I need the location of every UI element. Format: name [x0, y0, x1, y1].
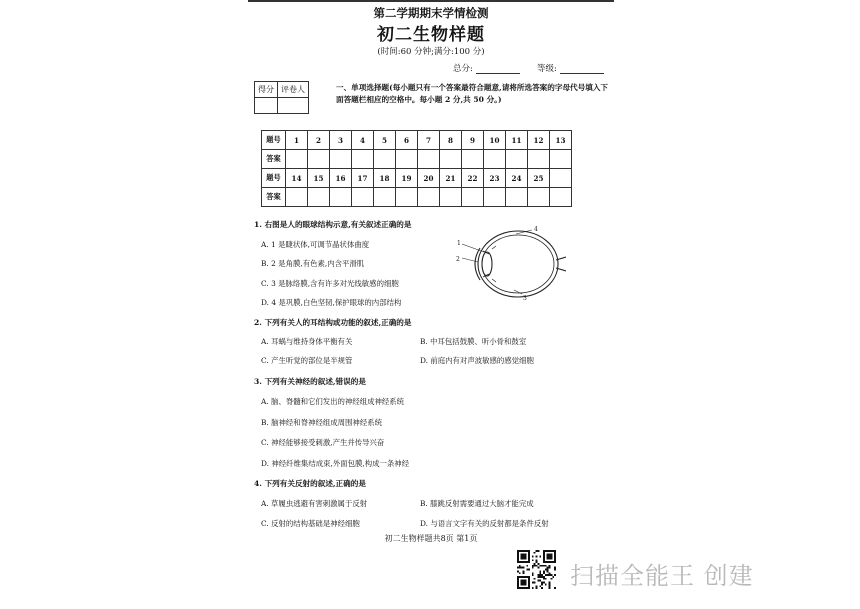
scanner-watermark: 扫描全能王 创建 [570, 562, 754, 590]
answer-cell[interactable] [352, 150, 374, 169]
answer-cell[interactable] [506, 188, 528, 207]
question-number-cell: 1 [286, 131, 308, 150]
q3-option-c: C. 神经能够接受刺激,产生并传导兴奋 [261, 438, 385, 447]
question-4-stem: 4. 下列有关反射的叙述,正确的是 [254, 479, 366, 488]
q2-option-d: D. 前庭内有对声波敏感的感觉细胞 [420, 356, 534, 365]
question-2-stem: 2. 下列有关人的耳结构或功能的叙述,正确的是 [254, 318, 412, 327]
answer-cell[interactable] [528, 188, 550, 207]
label-4: 4 [534, 226, 538, 233]
answer-cell[interactable] [506, 150, 528, 169]
empty-cell [550, 169, 572, 188]
label-3: 3 [523, 295, 527, 302]
q2-option-c: C. 产生听觉的部位是半规管 [261, 356, 353, 365]
row-label-answer: 答案 [262, 188, 286, 207]
answer-cell[interactable] [484, 188, 506, 207]
grader-cell-label: 评卷人 [278, 82, 309, 98]
question-number-cell: 21 [440, 169, 462, 188]
answer-cell[interactable] [484, 150, 506, 169]
eyeball-inner-layer [482, 235, 554, 293]
q3-option-b: B. 脑神经和脊神经组成周围神经系统 [261, 418, 382, 427]
page-title: 初二生物样题 [377, 25, 485, 45]
question-number-cell: 7 [418, 131, 440, 150]
time-info: (时间:60 分钟;满分:100 分) [377, 47, 485, 57]
q1-option-c: C. 3 是脉络膜,含有许多对光线敏感的细胞 [261, 279, 399, 288]
answer-cell[interactable] [308, 188, 330, 207]
grade-label: 等级: [536, 64, 557, 74]
question-number-cell: 8 [440, 131, 462, 150]
label-1: 1 [457, 240, 461, 247]
score-cell [255, 98, 278, 114]
answer-cell[interactable] [462, 150, 484, 169]
total-blank [476, 64, 520, 74]
q2-option-b: B. 中耳包括鼓膜、听小骨和鼓室 [420, 337, 527, 346]
answer-cell[interactable] [352, 188, 374, 207]
answer-cell[interactable] [396, 188, 418, 207]
grade-blank [560, 64, 604, 74]
grader-box [254, 81, 309, 114]
question-number-cell: 2 [308, 131, 330, 150]
row-label-answer: 答案 [262, 150, 286, 169]
score-cell-label: 得分 [255, 82, 278, 98]
q3-option-d: D. 神经纤维集结成束,外面包膜,构成一条神经 [261, 459, 410, 468]
q1-option-b: B. 2 是角膜,有色素,内含平滑肌 [261, 259, 365, 268]
question-number-cell: 15 [308, 169, 330, 188]
answer-cell[interactable] [396, 150, 418, 169]
question-number-cell: 25 [528, 169, 550, 188]
exam-page [248, 0, 614, 609]
row-label-number: 题号 [262, 131, 286, 150]
question-number-cell: 22 [462, 169, 484, 188]
question-number-cell: 17 [352, 169, 374, 188]
answer-cell[interactable] [330, 150, 352, 169]
qr-code-icon [517, 550, 556, 589]
q4-option-b: B. 膝跳反射需要通过大脑才能完成 [420, 499, 534, 508]
eyeball-outline [478, 231, 558, 297]
answer-cell[interactable] [528, 150, 550, 169]
question-number-cell: 13 [550, 131, 572, 150]
question-number-cell: 23 [484, 169, 506, 188]
label-2: 2 [456, 256, 460, 263]
lens-shape [482, 252, 492, 276]
page-footer: 初二生物样题共8页 第1页 [384, 534, 478, 543]
question-number-cell: 12 [528, 131, 550, 150]
question-number-cell: 11 [506, 131, 528, 150]
answer-cell[interactable] [308, 150, 330, 169]
question-number-cell: 6 [396, 131, 418, 150]
q1-option-a: A. 1 是睫状体,可调节晶状体曲度 [261, 240, 370, 249]
question-number-cell: 18 [374, 169, 396, 188]
score-line [453, 62, 604, 74]
answer-cell[interactable] [374, 150, 396, 169]
empty-cell [550, 188, 572, 207]
answer-cell[interactable] [286, 150, 308, 169]
q2-option-a: A. 耳蜗与维持身体平衡有关 [261, 337, 353, 346]
q1-option-d: D. 4 是巩膜,白色坚韧,保护眼球的内部结构 [261, 298, 402, 307]
q4-option-a: A. 草履虫逃避有害刺激属于反射 [261, 499, 368, 508]
answer-table [261, 130, 572, 207]
answer-cell[interactable] [374, 188, 396, 207]
question-number-cell: 19 [396, 169, 418, 188]
answer-cell[interactable] [440, 188, 462, 207]
grader-cell [278, 98, 309, 114]
question-3-stem: 3. 下列有关神经的叙述,错误的是 [254, 377, 366, 386]
q3-option-a: A. 脑、脊髓和它们发出的神经组成神经系统 [261, 397, 405, 406]
total-label: 总分: [453, 64, 473, 74]
answer-cell[interactable] [550, 150, 572, 169]
question-number-cell: 16 [330, 169, 352, 188]
question-number-cell: 5 [374, 131, 396, 150]
section-instruction: 一、单项选择题(每小题只有一个答案最符合题意,请将所选答案的字母代号填入下面答题栏相应的空格中。每小题 2 分,共 50 分。) [336, 83, 609, 104]
answer-cell[interactable] [418, 150, 440, 169]
exam-period: 第二学期期末学情检测 [373, 6, 489, 20]
question-1-stem: 1. 右图是人的眼球结构示意,有关叙述正确的是 [254, 220, 412, 229]
answer-cell[interactable] [462, 188, 484, 207]
row-label-number: 题号 [262, 169, 286, 188]
answer-cell[interactable] [330, 188, 352, 207]
question-number-cell: 20 [418, 169, 440, 188]
question-number-cell: 9 [462, 131, 484, 150]
question-number-cell: 14 [286, 169, 308, 188]
answer-cell[interactable] [286, 188, 308, 207]
answer-cell[interactable] [418, 188, 440, 207]
question-number-cell: 4 [352, 131, 374, 150]
question-number-cell: 10 [484, 131, 506, 150]
question-number-cell: 24 [506, 169, 528, 188]
answer-cell[interactable] [440, 150, 462, 169]
question-number-cell: 3 [330, 131, 352, 150]
q4-option-d: D. 与语言文字有关的反射都是条件反射 [420, 519, 549, 528]
q4-option-c: C. 反射的结构基础是神经细胞 [261, 519, 360, 528]
eye-diagram [456, 224, 566, 304]
